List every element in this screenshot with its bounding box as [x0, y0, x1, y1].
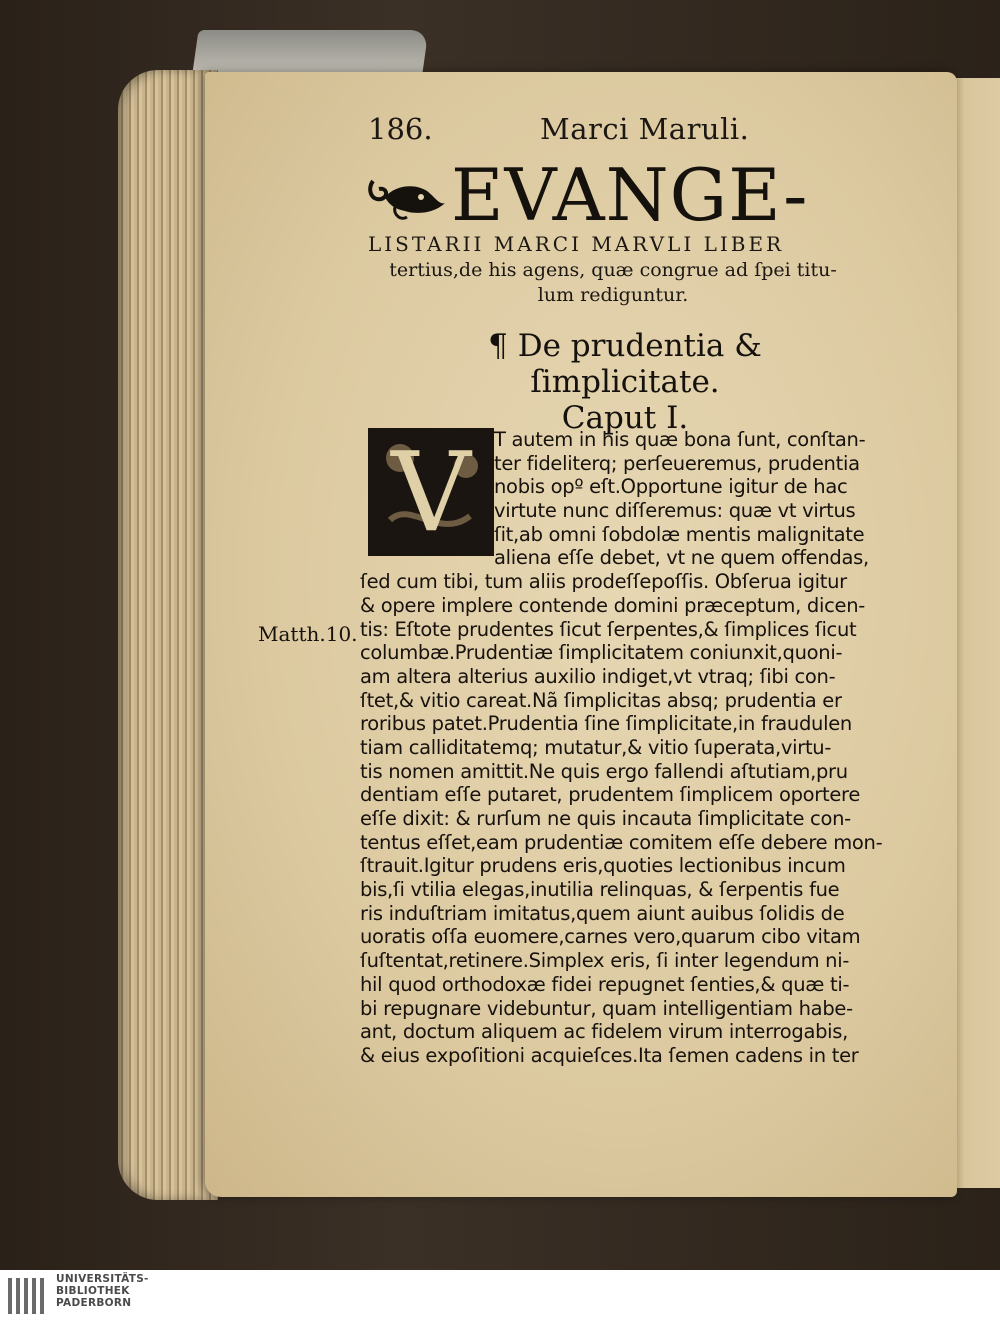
- marginal-note: Matth.10.: [258, 622, 358, 646]
- running-head: [368, 112, 808, 152]
- library-logo-icon: [6, 1274, 50, 1318]
- text-line: ſtrauit.Igitur prudens eris,quoties lectionibus incum: [360, 854, 846, 878]
- fleuron-ornament-icon: [365, 167, 447, 223]
- body-text: [360, 428, 883, 1068]
- page-edges: [118, 70, 218, 1200]
- chapter-heading: [395, 328, 855, 436]
- page-number: 186.: [368, 112, 433, 146]
- text-line: aliena eſſe debet, vt ne quem offendas,: [494, 546, 869, 570]
- title-subtitle: LISTARII MARCI MARVLI LIBER: [368, 232, 785, 256]
- text-line: ris induſtriam imitatus,quem aiunt auibus ſolidis de: [360, 901, 845, 925]
- chapter-title: ¶ De prudentia & ſimplicitate.: [488, 328, 762, 400]
- text-line: tiam calliditatemq; mutatur,& vitio ſuperata,virtu-: [360, 735, 832, 759]
- intro-line: lum rediguntur.: [537, 284, 689, 306]
- text-line: nobis opº eſt.Opportune igitur de hac: [494, 475, 848, 499]
- intro-line: tertius,de his agens, quæ congrue ad ſpei titu-: [389, 259, 837, 281]
- text-line: ter fideliterq; perſeueremus, prudentia: [494, 451, 860, 475]
- text-line: ſed cum tibi, tum aliis prodeſſepoſſis. Obſerua igitur: [360, 570, 847, 594]
- text-line: & opere implere contende domini præceptum, dicen-: [360, 593, 866, 617]
- initial-letter: V: [391, 428, 471, 556]
- text-line: & eius expoſitioni acquieſces.Ita ſemen cadens in ter: [360, 1043, 859, 1067]
- text-line: ant, doctum aliquem ac fidelem virum interrogabis,: [360, 1020, 849, 1044]
- text-line: roribus patet.Prudentia ſine ſimplicitate,in fraudulen: [360, 712, 852, 736]
- text-line: ſuſtentat,retinere.Simplex eris, ſi inter legendum ni-: [360, 949, 850, 973]
- text-line: ſit,ab omni ſobdolæ mentis malignitate: [494, 522, 865, 546]
- text-line: T autem in his quæ bona ſunt, conſtan-: [494, 428, 866, 451]
- title-main: EVANGE-: [451, 153, 809, 237]
- text-line: dentiam eſſe putaret, prudentem ſimplicem oportere: [360, 783, 861, 807]
- text-line: columbæ.Prudentiæ ſimplicitatem coniunxit,quoni-: [360, 641, 843, 665]
- text-line: bi repugnare videbuntur, quam intelligentiam habe-: [360, 996, 853, 1020]
- text-line: uoratis oſſa euomere,carnes vero,quarum cibo vitam: [360, 925, 861, 949]
- facing-page: [950, 78, 1000, 1188]
- library-line: BIBLIOTHEK: [56, 1285, 130, 1297]
- text-line: am altera alterius auxilio indiget,vt vtraq; ſibi con-: [360, 664, 836, 688]
- book-title: [365, 155, 855, 235]
- text-line: tis nomen amittit.Ne quis ergo fallendi aſtutiam,pru: [360, 759, 848, 783]
- text-line: tis: Eſtote prudentes ſicut ſerpentes,& ſimplices ſicut: [360, 617, 857, 641]
- library-footer: [0, 1270, 1000, 1322]
- text-line: virtute nunc diſſeremus: quæ vt virtus: [494, 499, 856, 523]
- text-line: hil quod orthodoxæ fidei repugnet ſenties,& quæ ti-: [360, 972, 850, 996]
- text-line: tentus eſſet,eam prudentiæ comitem eſſe debere mon-: [360, 830, 883, 854]
- library-name: [56, 1273, 149, 1309]
- text-line: bis,ſi vtilia elegas,inutilia relinquas, & ſerpentis fue: [360, 878, 840, 902]
- library-line: UNIVERSITÄTS-: [56, 1273, 149, 1285]
- chapter-number: Caput I.: [561, 400, 689, 436]
- library-line: PADERBORN: [56, 1297, 132, 1309]
- book-intro: [368, 258, 858, 308]
- running-title: Marci Maruli.: [540, 112, 750, 146]
- text-line: ſtet,& vitio careat.Nã ſimplicitas absq; prudentia er: [360, 688, 842, 712]
- text-line: eſſe dixit: & rurſum ne quis incauta ſimplicitate con-: [360, 807, 851, 830]
